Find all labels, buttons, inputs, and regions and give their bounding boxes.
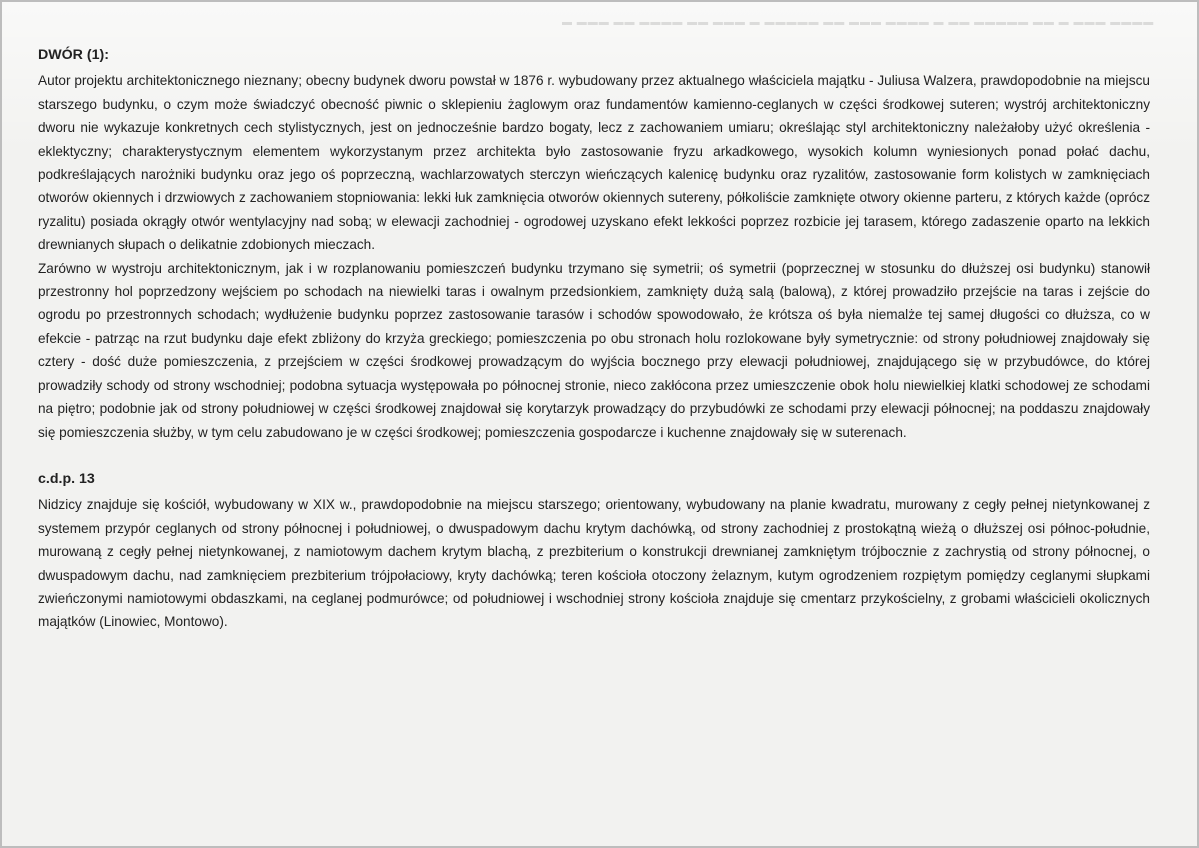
section-heading-cdp: c.d.p. 13 [38, 470, 95, 487]
paragraph-dwor-2: Zarówno w wystroju architektonicznym, jak i w rozplanowaniu pomieszczeń budynku trzymano się symetrii; oś symetrii (poprzecznej w stosunku do dłuższej osi budynku) stanowił przestronny hol poprzedzony wejściem po schodach na niewielki taras i owalnym przedsionkiem, zamknięty dużą salą (balową), z której prowadziło przejście na taras i zejście do ogrodu po przestronnych schodach; wydłużenie budynku poprzez zastosowanie tarasów i schodów spowodowało, że krótsza oś była niemalże tej samej długości co dłuższa, co w efekcie - patrząc na rzut budynku daje efekt zbliżony do krzyża greckiego; pomieszczenia po obu stronach holu rozlokowane były symetrycznie: od strony południowej znajdowały się cztery - dość duże pomieszczenia, z przejściem w części środkowej prowadzącym do wyjścia bocznego przy elewacji południowej, znajdującego się w przybudówce, do której prowadziły schody od strony wschodniej; podobna sytuacja występowała po północnej stronie, nieco zakłócona przez umieszczenie obok holu niewielkiej klatki schodowej ze schodami na piętro; podobnie jak od strony południowej w części środkowej znajdował się korytarzyk prowadzący do przybudówki ze schodami przy elewacji północnej; na poddaszu znajdowały się pomieszczenia służby, w tym celu zabudowano je w części środkowej; pomieszczenia gospodarcze i kuchenne znajdowały się w suterenach. [38, 260, 1150, 440]
section-heading-dwor: DWÓR (1): [38, 47, 109, 63]
paragraph-cdp-1: Nidzicy znajduje się kościół, wybudowany w XIX w., prawdopodobnie na miejscu starszego; orientowany, wybudowany na planie kwadratu, murowany z cegły pełnej nietynkowanej z systemem przypór ceglanych od strony północnej i południowej, o dwuspadowym dachu krytym dachówką, od strony zachodniej z prostokątną wieżą o dłuższej osi północ-południe, murowaną z cegły pełnej nietynkowanej, z namiotowym dachem krytym blachą, z prezbiterium o konstrukcji drewnianej zamkniętym trójbocznie z zachrystią od strony północnej, o dwuspadowym dachu, nad zamknięciem prezbiterium trójpołaciowy, kryty dachówką; teren kościoła otoczony żelaznym, kutym ogrodzeniem rozpiętym pomiędzy ceglanymi słupkami zwieńczonymi namiotowymi obdaszkami, na ceglanej podmurówce; od południowej i wschodniej strony kościoła znajduje się cmentarz przykościelny, z grobami właścicieli okolicznych majątków (Linowiec, Montowo). [38, 497, 1150, 630]
document-body [38, 44, 1150, 634]
bleed-through-artifact: ▬ ▬▬▬ ▬▬ ▬▬▬▬ ▬▬ ▬▬▬ ▬ ▬▬▬▬▬ ▬▬ ▬▬▬ ▬▬▬▬ ▬ ▬▬ ▬▬▬▬▬ ▬▬ ▬ ▬▬▬ ▬▬▬▬ [562, 18, 1155, 28]
section-spacer [38, 444, 1150, 468]
paragraph-dwor-1: Autor projektu architektonicznego nieznany; obecny budynek dworu powstał w 1876 r. wybudowany przez aktualnego właściciela majątku - Juliusa Walzera, prawdopodobnie na miejscu starszego budynku, o czym może świadczyć obecność piwnic o sklepieniu żaglowym oraz fundamentów kamienno-ceglanych w części środkowej suteren; wystrój architektoniczny dworu nie wykazuje konkretnych cech stylistycznych, jest on jednocześnie bardzo bogaty, lecz z zachowaniem umiaru; określając styl architektoniczny należałoby użyć określenia - eklektyczny; charakterystycznym elementem wykorzystanym przez architekta było zastosowanie fryzu arkadkowego, wysokich kolumn wyniesionych ponad połać dachu, podkreślających narożniki budynku oraz jego oś poprzeczną, wachlarzowatych sterczyn wieńczących kalenicę budynku oraz ryzalitów, zastosowanie form kolistych w zamknięciach otworów okiennych i drzwiowych z zachowaniem stopniowania: lekki łuk zamknięcia otworów okiennych sutereny, półkoliście zamknięte otwory okienne parteru, z których każde (oprócz ryzalitu) posiada okrągły otwór wentylacyjny nad sobą; w elewacji zachodniej - ogrodowej uzyskano efekt lekkości poprzez rozbicie jej tarasem, którego zadaszenie oparto na lekkich drewnianych słupach o delikatnie zdobionych mieczach. [38, 73, 1150, 253]
